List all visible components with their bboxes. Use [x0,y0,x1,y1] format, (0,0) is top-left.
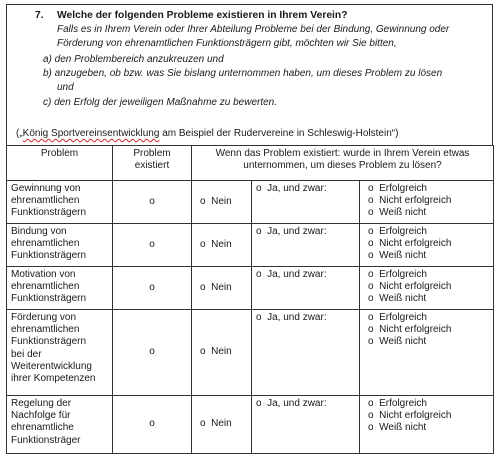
rating-option[interactable] [368,207,489,219]
problem-name-cell [7,310,113,396]
rating-radio[interactable]: o [368,410,380,422]
problem-exists-cell [113,181,192,224]
rating-radio[interactable]: o [368,269,380,280]
rating-radio[interactable]: o [368,398,380,409]
nein-label: Nein [211,346,232,358]
rating-option[interactable] [368,238,489,250]
rating-option[interactable] [368,183,489,195]
source-rest: am Beispiel der Rudervereine in Schleswig-Holstein“) [159,128,399,139]
source-marked-text: König Sportvereinsentwicklung [22,128,160,139]
rating-label: Nicht erfolgreich [379,281,452,293]
rating-radio[interactable]: o [368,324,380,336]
rating-cell [360,267,494,310]
intro-line-2: Förderung von ehrenamtlichen Funktionsträgern gibt, möchten wir Sie bitten, [57,38,397,49]
ja-cell [252,181,360,224]
ja-label: Ja, und zwar: [267,398,327,409]
step-a: a) den Problembereich anzukreuzen und [43,54,224,65]
header-exists: Problem existiert [113,146,192,181]
rating-radio[interactable]: o [368,183,380,194]
problem-exists-radio[interactable]: o [149,195,155,207]
problem-exists-radio[interactable]: o [149,281,155,293]
rating-label: Weiß nicht [379,250,427,262]
ja-label: Ja, und zwar: [267,269,327,280]
rating-option[interactable] [368,336,489,348]
problem-name-line: ehrenamtlichen [11,281,80,293]
nein-radio[interactable]: o [200,195,212,207]
rating-label: Nicht erfolgreich [379,238,452,250]
step-b: b) anzugeben, ob bzw. was Sie bislang unternommen haben, um dieses Problem zu lösen [43,68,443,79]
rating-radio[interactable]: o [368,293,380,305]
source-note [16,128,398,139]
table-row [7,396,494,454]
rating-label: Weiß nicht [379,422,427,434]
rating-option[interactable] [368,422,489,434]
rating-option[interactable] [368,312,489,324]
problem-name-cell [7,181,113,224]
problem-name-line: ehrenamtlichen [11,195,80,207]
rating-option[interactable] [368,293,489,305]
problem-name-line: Regelung der [11,398,72,409]
rating-label: Erfolgreich [379,269,427,280]
question-title: Welche der folgenden Probleme existieren in Ihrem Verein? [57,10,348,21]
problem-name-line: Funktionsträgern [11,207,87,219]
ja-radio[interactable]: o [256,398,268,409]
rating-radio[interactable]: o [368,336,380,348]
header-row [7,146,494,181]
rating-radio[interactable]: o [368,226,380,237]
problem-name-line: Motivation von [11,269,76,280]
rating-cell [360,310,494,396]
nein-label: Nein [211,281,232,293]
rating-label: Erfolgreich [379,183,427,194]
nein-radio[interactable]: o [200,281,212,293]
table-row [7,181,494,224]
problem-name-line: ehrenamtlichen [11,238,80,250]
rating-radio[interactable]: o [368,195,380,207]
table-row [7,310,494,396]
rating-label: Erfolgreich [379,312,427,323]
rating-label: Nicht erfolgreich [379,324,452,336]
rating-radio[interactable]: o [368,207,380,219]
problem-name-cell [7,224,113,267]
rating-label: Erfolgreich [379,226,427,237]
ja-cell [252,396,360,454]
problem-table [6,145,494,454]
problem-exists-cell [113,267,192,310]
ja-radio[interactable]: o [256,312,268,323]
problem-exists-cell [113,224,192,267]
problem-name-line: Funktionsträgern [11,250,87,262]
rating-label: Nicht erfolgreich [379,195,452,207]
problem-exists-radio[interactable]: o [149,238,155,250]
problem-name-line: Weiterentwicklung [11,360,92,372]
ja-label: Ja, und zwar: [267,226,327,237]
rating-label: Nicht erfolgreich [379,410,452,422]
problem-name-cell [7,396,113,454]
question-box [6,4,493,145]
problem-name-line: Funktionsträgern [11,336,87,348]
nein-radio[interactable]: o [200,418,212,430]
ja-cell [252,267,360,310]
ja-radio[interactable]: o [256,226,268,237]
step-c: c) den Erfolg der jeweiligen Maßnahme zu bewerten. [43,97,278,108]
intro-line-1: Falls es in Ihrem Verein oder Ihrer Abteilung Probleme bei der Bindung, Gewinnung oder [57,24,450,35]
ja-label: Ja, und zwar: [267,183,327,194]
nein-cell [192,310,252,396]
problem-name-line: Förderung von [11,312,77,323]
rating-radio[interactable]: o [368,312,380,323]
rating-label: Weiß nicht [379,336,427,348]
ja-cell [252,310,360,396]
rating-cell [360,224,494,267]
problem-name-line: bei der [11,348,42,360]
problem-name-line: Nachfolge für [11,410,71,422]
rating-option[interactable] [368,281,489,293]
ja-radio[interactable]: o [256,183,268,194]
rating-cell [360,181,494,224]
step-b-continuation: und [57,82,74,93]
rating-cell [360,396,494,454]
rating-option[interactable] [368,269,489,281]
problem-name-line: Bindung von [11,226,67,237]
question-number: 7. [35,10,44,21]
nein-cell [192,224,252,267]
ja-cell [252,224,360,267]
problem-name-line: ihrer Kompetenzen [11,373,96,385]
question-heading [35,10,348,21]
rating-radio[interactable]: o [368,238,380,250]
nein-label: Nein [211,418,232,430]
problem-name-line: Funktionsträgern [11,293,87,305]
ja-radio[interactable]: o [256,269,268,280]
nein-radio[interactable]: o [200,346,212,358]
problem-exists-radio[interactable]: o [149,346,155,358]
table-body [7,181,494,454]
problem-name-line: ehrenamtliche [11,422,74,434]
rating-radio[interactable]: o [368,281,380,293]
problem-name-cell [7,267,113,310]
header-problem: Problem [7,146,113,181]
rating-label: Weiß nicht [379,207,427,219]
problem-exists-cell [113,310,192,396]
rating-radio[interactable]: o [368,250,380,262]
nein-cell [192,267,252,310]
rating-radio[interactable]: o [368,422,380,434]
source-open-quote: („ [16,128,23,139]
nein-cell [192,181,252,224]
nein-radio[interactable]: o [200,238,212,250]
rating-label: Weiß nicht [379,293,427,305]
problem-name-line: ehrenamtlichen [11,324,80,336]
nein-label: Nein [211,195,232,207]
problem-exists-radio[interactable]: o [149,418,155,430]
rating-option[interactable] [368,324,489,336]
rating-option[interactable] [368,398,489,410]
rating-option[interactable] [368,226,489,238]
rating-option[interactable] [368,250,489,262]
header-followup: Wenn das Problem existiert: wurde in Ihrem Verein etwas unternommen, um dieses Problem zu lösen? [192,146,494,181]
problem-name-line: Funktionsträger [11,434,81,446]
ja-label: Ja, und zwar: [267,312,327,323]
rating-label: Erfolgreich [379,398,427,409]
rating-option[interactable] [368,195,489,207]
problem-exists-cell [113,396,192,454]
rating-option[interactable] [368,410,489,422]
table-row [7,267,494,310]
problem-name-line: Gewinnung von [11,183,81,194]
nein-cell [192,396,252,454]
table-row [7,224,494,267]
nein-label: Nein [211,238,232,250]
